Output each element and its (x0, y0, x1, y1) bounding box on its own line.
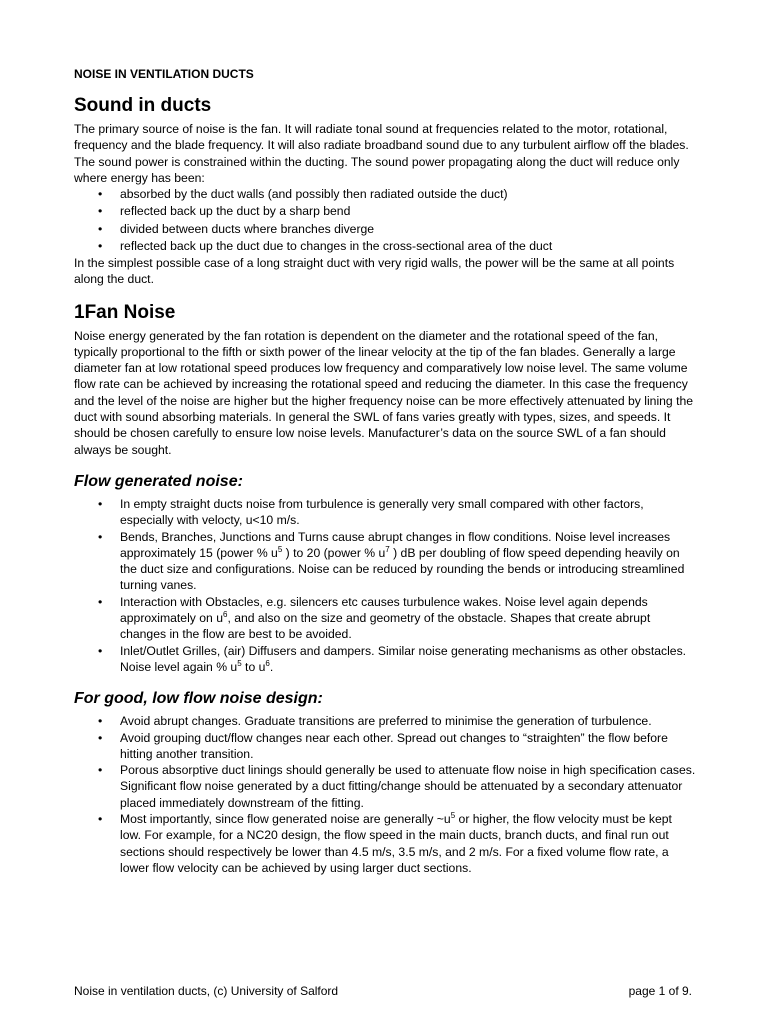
document-title: NOISE IN VENTILATION DUCTS (74, 67, 254, 81)
design-guidance-list (74, 713, 696, 876)
fan-noise-paragraph: Noise energy generated by the fan rotation is dependent on the diameter and the rotational speed of the fan, typically proportional to the fifth or sixth power of the linear velocity at the tip of the fan blades. Generally a large diameter fan at low rotational speed produces low frequency and comparatively low noise level. The same volume flow rate can be achieved by increasing the rotational speed and reducing the diameter. In this case the frequency and the level of the noise are higher but the higher frequency noise can be more effectively attenuated by lining the duct with sound absorbing materials. In general the SWL of fans varies greatly with types, sizes, and speeds. It should be chosen carefully to ensure low noise levels. Manufacturer’s data on the source SWL of a fan should always be sought. (74, 328, 694, 457)
text-segment: Inlet/Outlet Grilles, (air) Diffusers and dampers. Similar noise generating mechanisms as other obstacles. Noise level again % u (120, 643, 687, 674)
subsection-heading-design: For good, low flow noise design: (74, 690, 323, 708)
superscript: 5 (277, 544, 283, 554)
text-segment: to u (241, 659, 266, 674)
text-segment: ) dB per doubling of flow speed depending heavily on the duct size and configurations. Noise can be reduced by rounding the bends or introducing streamlined turning vanes. (120, 545, 685, 593)
footer-copyright: Noise in ventilation ducts, (c) University of Salford (74, 984, 339, 998)
text-segment: , and also on the size and geometry of the obstacle. Shapes that create abrupt changes in the flow are best to be avoided. (120, 611, 651, 642)
section-sound-in-ducts (74, 95, 696, 288)
superscript: 5 (450, 810, 456, 820)
text-segment: Interaction with Obstacles, e.g. silencers etc causes turbulence wakes. Noise level again depends approximately on u (120, 594, 648, 626)
page-footer (74, 984, 692, 998)
document-page (74, 66, 696, 876)
sound-outro-paragraph: In the simplest possible case of a long straight duct with very rigid walls, the power will be the same at all points along the duct. (74, 256, 675, 287)
list-item (74, 529, 696, 594)
sound-energy-list (74, 186, 696, 255)
section-flow-noise (74, 472, 696, 675)
subsection-heading-flow: Flow generated noise: (74, 472, 243, 490)
list-item: • Avoid grouping duct/flow changes near each other. Spread out changes to “straighten” the flow before hitting another transition. (74, 730, 696, 763)
superscript: 6 (265, 658, 270, 668)
list-item (74, 594, 696, 643)
list-item: • reflected back up the duct due to changes in the cross-sectional area of the duct (74, 238, 696, 255)
list-item: • absorbed by the duct walls (and possibly then radiated outside the duct) (74, 186, 696, 203)
sound-intro-paragraph: The primary source of noise is the fan. It will radiate tonal sound at frequencies related to the motor, rotational, frequency and the blade frequency. It will also radiate broadband sound due to any turbulent airflow off the blades. The sound power is constrained within the ducting. The sound power propagating along the duct will reduce only where energy has been: (74, 122, 689, 185)
text-segment: . (269, 659, 274, 674)
list-item: • In empty straight ducts noise from turbulence is generally very small compared with other factors, especially with velocty, u<10 m/s. (74, 496, 696, 529)
list-item (74, 643, 696, 676)
list-item: • Avoid abrupt changes. Graduate transitions are preferred to minimise the generation of turbulence. (74, 713, 696, 729)
list-item: • divided between ducts where branches diverge (74, 221, 696, 238)
section-fan-noise (74, 302, 696, 458)
flow-noise-list (74, 496, 696, 675)
list-item (74, 811, 696, 876)
superscript: 6 (222, 609, 228, 619)
superscript: 5 (237, 658, 242, 668)
text-segment: Bends, Branches, Junctions and Turns cause abrupt changes in flow conditions. Noise level increases approximately 15 (power % u (120, 529, 671, 560)
text-segment: Most importantly, since flow generated noise are generally ~u (120, 812, 451, 827)
section-heading-fan: 1Fan Noise (74, 301, 176, 323)
superscript: 7 (385, 544, 390, 554)
text-segment: ) to 20 (power % u (282, 545, 386, 560)
text-segment: or higher, the flow velocity must be kept low. For example, for a NC20 design, the flow speed in the main ducts, branch ducts, and final run out sections should respectively be lower than 4.5 m/s, 3.5 m/s, and 2 m/s. For a fixed volume flow rate, a lower flow velocity can be achieved by using larger duct sections. (120, 812, 672, 875)
list-item: • Porous absorptive duct linings should generally be used to attenuate flow noise in high specification cases. Significant flow noise generated by a duct fitting/change should be attenuated by a secondary attenuator placed immediately downstream of the fitting. (74, 762, 696, 811)
list-item: • reflected back up the duct by a sharp bend (74, 203, 696, 220)
section-low-noise-design (74, 689, 696, 876)
page-number: page 1 of 9. (628, 984, 692, 998)
section-heading-sound: Sound in ducts (74, 95, 212, 116)
